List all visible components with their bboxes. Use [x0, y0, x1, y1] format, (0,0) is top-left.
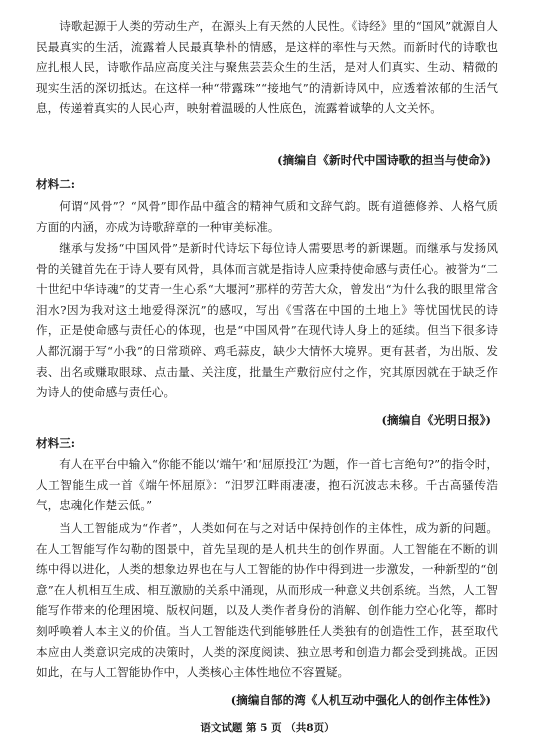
material3-paragraph-2: 当人工智能成为“作者”，人类如何在与之对话中保持创作的主体性，成为新的问题。在人工智能写作勾勒的图景中，首先呈现的是人机共生的创作界面。人工智能在不断的训练中得以进化，人类的想象边界也在与人工智能的协作中得到进一步激发，一种新型的“创意”在人机相互生成、相互激励的关系中涌现，从而形成一种意义共创系统。当然，人工智能写作带来的伦理困境、版权问题，以及人类作者身份的消解、创作能力空心化等，都时刻呼唤着人本主义的价值。当人工智能迭代到能够胜任人类独有的创造性工作，甚至取代本应由人类意识完成的决策时，人类的深度阅读、独立思考和创造力都会受到挑战。正因如此，在与人工智能协作中，人类核心主体性地位不容置疑。 — [36, 521, 498, 680]
material1-paragraph: 诗歌起源于人类的劳动生产，在源头上有天然的人民性。《诗经》里的“国风”就源自人民最真实的生活，流露着人民最真挚朴的情感，是这样的率性与天然。而新时代的诗歌也应扎根人民，诗歌作品应高度关注与聚焦芸芸众生的生活，是对人们真实、生动、精微的现实生活的深切抵达。在这样一种“带露珠”“接地气”的清新诗风中，应透着浓郁的生活气息，传递着真实的人民心声，映射着温暖的人性底色，流露着诚挚的人文关怀。 — [36, 19, 498, 116]
material3-source: (摘编自郜的湾《人机互动中强化人的创作主体性》) — [230, 693, 491, 707]
material2-paragraph-1: 何谓“风骨”？“风骨”即作品中蕴含的精神气质和文辞气韵。既有道德修养、人格气质方面的内涵，亦成为诗歌辞章的一种审美标准。 — [36, 199, 498, 234]
page-footer: 语文试题 第 5 页 （共8页） — [200, 722, 335, 734]
material1-source: (摘编自《新时代中国诗歌的担当与使命》) — [277, 153, 491, 167]
material3-label: 材料三: — [36, 436, 76, 450]
material3-paragraph-1: 有人在平台中输入“你能不能以‘端午’和‘屈原投江’为题，作一首七言绝句?”的指令时，人工智能生成一首《端午怀屈原》：“汨罗江畔雨凄凄，抱石沉波志未移。千古高骚传浩气，忠魂化作楚云低。” — [36, 457, 498, 513]
material2-source: (摘编自《光明日报》) — [381, 413, 491, 427]
material2-label: 材料二: — [36, 177, 76, 191]
material2-paragraph-2: 继承与发扬“中国风骨”是新时代诗坛下每位诗人需要思考的新课题。而继承与发扬风骨的关键首先在于诗人要有风骨，具体而言就是指诗人应秉持使命感与责任心。被誉为“二十世纪中华诗魂”的艾青一生心系“大堰河”那样的劳苦大众，曾发出“为什么我的眼里常含泪水?因为我对这土地爱得深沉”的感叹，写出《雪落在中国的土地上》等忧国忧民的诗作，正是使命感与责任心的体现，也是“中国风骨”在现代诗人身上的延续。但当下很多诗人都沉溺于写“小我”的日常琐碎、鸡毛蒜皮，缺少大情怀大境界。更有甚者，为出版、发表、出名或赚取眼球、点击量、关注度，批量生产敷衍应付之作，究其原因就在于缺乏作为诗人的使命感与责任心。 — [36, 241, 498, 400]
